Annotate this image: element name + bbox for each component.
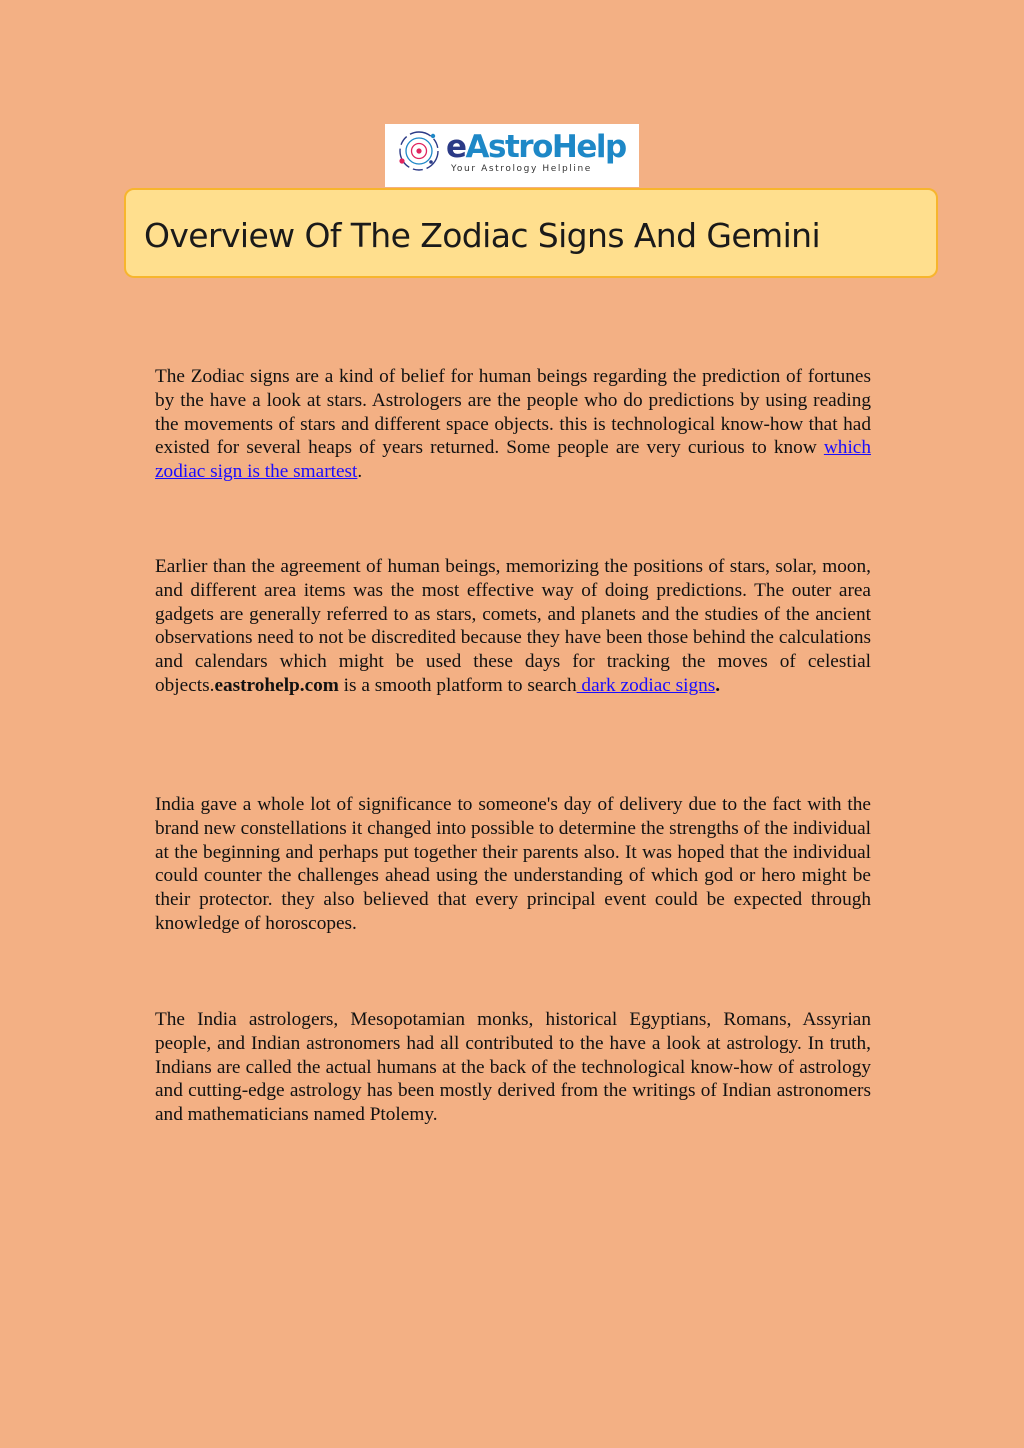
logo[interactable] — [385, 124, 639, 187]
paragraph-history — [155, 555, 871, 698]
paragraph-intro — [155, 365, 871, 484]
paragraph-text: The Zodiac signs are a kind of belief for human beings regarding the prediction of fortunes by the have a look at stars. Astrologers are the people who do predictions by using reading the movements of stars and different space objects. this is technological know-how that had existed for several heaps of years returned. Some people are very curious to know — [155, 366, 871, 459]
paragraph-text: Earlier than the agreement of human beings, memorizing the positions of stars, solar, moon, and different area items was the most effective way of doing predictions. The outer area gadgets are generally referred to as stars, comets, and planets and the studies of the ancient observations need to not be discredited because they have been those behind the calculations and calendars which might be used these days for tracking the moves of celestial objects. — [155, 556, 871, 696]
paragraph-india: India gave a whole lot of significance to someone's day of delivery due to the fact with the brand new constellations it changed into possible to determine the strengths of the individual at the beginning and perhaps put together their parents also. It was hoped that the individual could counter the challenges ahead using the understanding of which god or hero might be their protector. they also believed that every principal event could be expected through knowledge of horoscopes. — [155, 794, 871, 934]
logo-wordmark-e: e — [446, 129, 466, 165]
orbit-logo-icon — [395, 128, 441, 174]
smartest-zodiac-link[interactable]: which zodiac sign is the smartest — [155, 437, 871, 483]
logo-wordmark — [446, 129, 626, 165]
paragraph-text: . — [715, 674, 721, 696]
paragraph-text: . — [357, 461, 363, 483]
title-banner — [124, 188, 938, 278]
logo-tagline: Your Astrology Helpline — [451, 164, 592, 174]
paragraph-text: is a smooth platform to search — [338, 674, 577, 696]
site-name: eastrohelp.com — [214, 674, 339, 696]
paragraph-astrologers: The India astrologers, Mesopotamian monks, historical Egyptians, Romans, Assyrian people, and Indian astronomers had all contributed to the have a look at astrology. In truth, Indians are called the actual humans at the back of the technological know-how of astrology and cutting-edge astrology has been mostly derived from the writings of Indian astronomers and mathematicians named Ptolemy. — [155, 1009, 871, 1126]
page-title: Overview Of The Zodiac Signs And Gemini — [144, 216, 821, 255]
logo-wordmark-rest: AstroHelp — [465, 129, 626, 165]
dark-zodiac-signs-link[interactable]: dark zodiac signs — [576, 674, 716, 696]
